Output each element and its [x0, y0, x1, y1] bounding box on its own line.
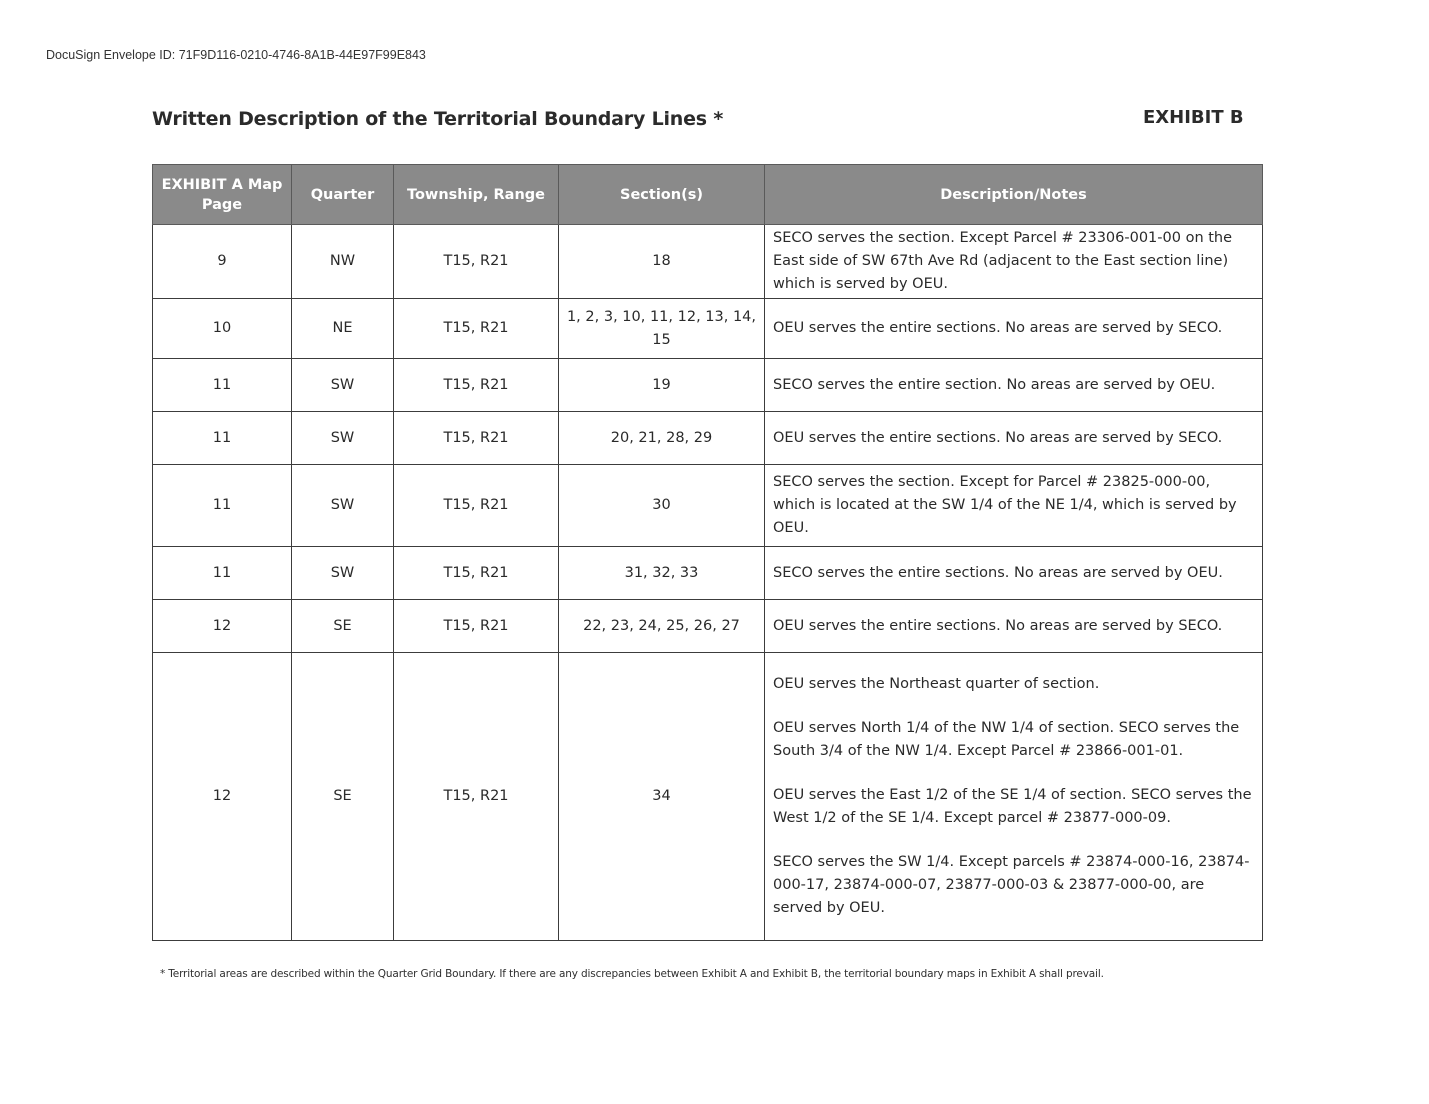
description-paragraph: SECO serves the section. Except Parcel # 23306-001-00 on the East side of SW 67th Ave Rd (adjacent to the East section line) which is served by OEU.	[773, 230, 1233, 292]
cell-township-range: T15, R21	[394, 653, 559, 941]
cell-map-page: 11	[153, 465, 292, 547]
header-description: Description/Notes	[765, 165, 1263, 225]
cell-township-range: T15, R21	[394, 412, 559, 465]
description-paragraph: SECO serves the entire section. No areas are served by OEU.	[773, 376, 1216, 393]
description-paragraph: OEU serves the East 1/2 of the SE 1/4 of section. SECO serves the West 1/2 of the SE 1/4. Except parcel # 23877-000-09.	[773, 787, 1252, 826]
cell-township-range: T15, R21	[394, 299, 559, 359]
cell-sections: 19	[559, 359, 765, 412]
header-quarter: Quarter	[292, 165, 394, 225]
table-row	[153, 225, 1263, 299]
header-row	[153, 165, 1263, 225]
cell-sections: 30	[559, 465, 765, 547]
page-title: Written Description of the Territorial Boundary Lines *	[152, 108, 724, 130]
cell-map-page: 12	[153, 653, 292, 941]
cell-map-page: 11	[153, 359, 292, 412]
cell-quarter: NE	[292, 299, 394, 359]
cell-description	[765, 359, 1263, 412]
cell-sections: 22, 23, 24, 25, 26, 27	[559, 600, 765, 653]
cell-map-page: 11	[153, 412, 292, 465]
table-row	[153, 412, 1263, 465]
cell-map-page: 9	[153, 225, 292, 299]
header-sections: Section(s)	[559, 165, 765, 225]
description-paragraph: OEU serves the entire sections. No areas are served by SECO.	[773, 429, 1223, 446]
cell-township-range: T15, R21	[394, 547, 559, 600]
cell-description	[765, 412, 1263, 465]
table-row	[153, 547, 1263, 600]
header-map-page: EXHIBIT A Map Page	[153, 165, 292, 225]
table-body	[153, 225, 1263, 941]
description-paragraph: OEU serves the entire sections. No areas are served by SECO.	[773, 320, 1223, 336]
boundary-table	[152, 164, 1263, 941]
cell-sections: 1, 2, 3, 10, 11, 12, 13, 14, 15	[559, 299, 765, 359]
cell-township-range: T15, R21	[394, 359, 559, 412]
cell-sections: 20, 21, 28, 29	[559, 412, 765, 465]
cell-description	[765, 465, 1263, 547]
description-paragraph: OEU serves North 1/4 of the NW 1/4 of section. SECO serves the South 3/4 of the NW 1/4. Except Parcel # 23866-001-01.	[773, 720, 1240, 759]
cell-description	[765, 600, 1263, 653]
cell-sections: 18	[559, 225, 765, 299]
cell-township-range: T15, R21	[394, 465, 559, 547]
cell-township-range: T15, R21	[394, 600, 559, 653]
cell-quarter: SW	[292, 547, 394, 600]
cell-description	[765, 547, 1263, 600]
table-row	[153, 465, 1263, 547]
cell-map-page: 10	[153, 299, 292, 359]
cell-quarter: SW	[292, 359, 394, 412]
cell-sections: 34	[559, 653, 765, 941]
description-paragraph: SECO serves the entire sections. No areas are served by OEU.	[773, 564, 1223, 581]
cell-quarter: NW	[292, 225, 394, 299]
description-paragraph: SECO serves the SW 1/4. Except parcels # 23874-000-16, 23874-000-17, 23874-000-07, 23877-000-03 & 23877-000-00, are served by OEU.	[773, 854, 1250, 916]
cell-description	[765, 225, 1263, 299]
cell-township-range: T15, R21	[394, 225, 559, 299]
table-row	[153, 359, 1263, 412]
cell-sections: 31, 32, 33	[559, 547, 765, 600]
cell-quarter: SE	[292, 600, 394, 653]
table-row	[153, 653, 1263, 941]
footnote: * Territorial areas are described within the Quarter Grid Boundary. If there are any discrepancies between Exhibit A and Exhibit B, the territorial boundary maps in Exhibit A shall prevail.	[160, 968, 1104, 980]
table-row	[153, 299, 1263, 359]
header-township-range: Township, Range	[394, 165, 559, 225]
cell-description	[765, 299, 1263, 359]
cell-map-page: 12	[153, 600, 292, 653]
description-paragraph: SECO serves the section. Except for Parcel # 23825-000-00, which is located at the SW 1/4 of the NE 1/4, which is served by OEU.	[773, 474, 1237, 536]
description-paragraph: OEU serves the entire sections. No areas are served by SECO.	[773, 617, 1223, 634]
description-paragraph: OEU serves the Northeast quarter of section.	[773, 676, 1100, 692]
exhibit-label: EXHIBIT B	[1143, 107, 1244, 128]
cell-quarter: SE	[292, 653, 394, 941]
cell-map-page: 11	[153, 547, 292, 600]
envelope-id: DocuSign Envelope ID: 71F9D116-0210-4746-8A1B-44E97F99E843	[46, 48, 426, 62]
cell-quarter: SW	[292, 465, 394, 547]
cell-quarter: SW	[292, 412, 394, 465]
table-row	[153, 600, 1263, 653]
table-header	[153, 165, 1263, 225]
cell-description	[765, 653, 1263, 941]
